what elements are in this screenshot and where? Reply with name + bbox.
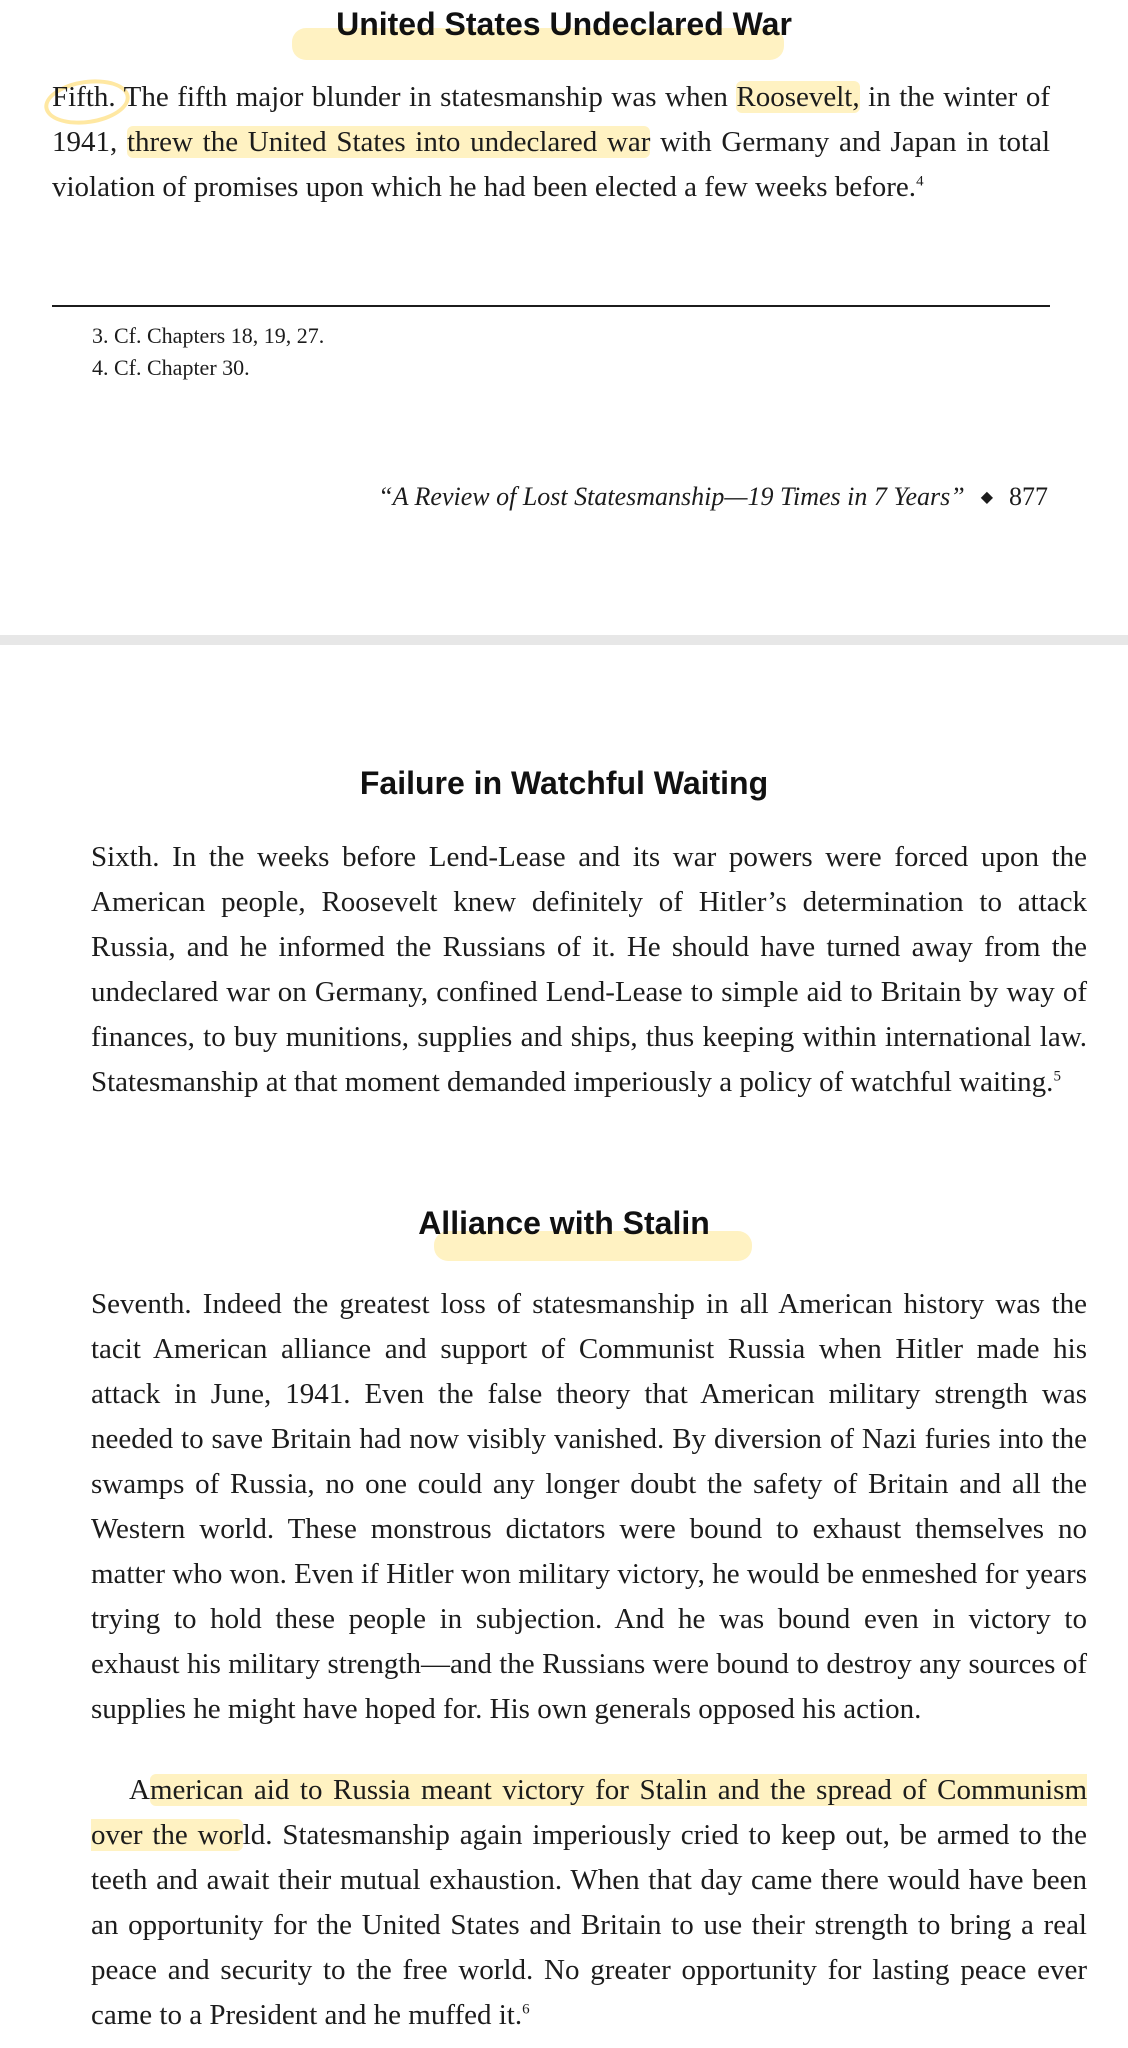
paragraph-sixth: Sixth. In the weeks before Lend-Lease and its war powers were forced upon the American people, Roosevelt knew definitely of Hitler’s determination to attack Russia, and he informed the Russians of it. He should have turned away from the undeclared war on Germany, confined Lend-Lease to simple aid to Britain by way of finances, to buy munitions, supplies and ships, thus keeping within international law. Statesmanship at that moment demanded imperiously a policy of watchful waiting.$^5$ [91, 841, 1087, 1098]
page-878 [0, 645, 1128, 2048]
footnote-4: 4. Cf. Chapter 30. [92, 355, 250, 380]
running-head-title: “A Review of Lost Statesmanship—19 Times in 7 Years” [378, 482, 965, 511]
footnote-rule [52, 305, 1050, 307]
page-number: 877 [1009, 482, 1048, 511]
highlight-roosevelt: Roosevelt, [736, 81, 860, 113]
page-877 [0, 0, 1128, 635]
section-heading: United States Undeclared War [336, 6, 792, 42]
highlight-american-aid: merican aid to Russia meant victory for Stalin and the spread of Communism over the wor [91, 1774, 1087, 1851]
footnote-ref: 4 [916, 173, 924, 190]
page-separator [0, 635, 1128, 645]
paragraph-fifth: Fifth. The fifth major blunder in statesmanship was when Roosevelt, in the winter of 1941, threw the United States into undeclared war with Germany and Japan in total violation of promises upon which he had been elected a few weeks before.$^4$ [52, 81, 1051, 203]
highlight-undeclared-war: threw the United States into undeclared war [126, 126, 651, 158]
footnote-3: 3. Cf. Chapters 18, 19, 27. [92, 323, 325, 348]
running-head [378, 482, 1048, 512]
section-heading-alliance-stalin: Alliance with Stalin [418, 1205, 710, 1241]
diamond-icon: ◆ [980, 489, 993, 506]
footnote-ref: 5 [1053, 1068, 1061, 1085]
paragraph-american-aid: American aid to Russia meant victory for Stalin and the spread of Communism over the world. Statesmanship again imperiously cried to keep out, be armed to the teeth and await their mutual exhaustion. When that day came there would have been an opportunity for the United States and Britain to use their strength to bring a real peace and security to the free world. No greater opportunity for lasting peace ever came to a President and he muffed it.$^6$ [91, 1774, 1087, 2031]
paragraph-seventh: Seventh. Indeed the greatest loss of statesmanship in all American history was the tacit American alliance and support of Communist Russia when Hitler made his attack in June, 1941. Even the false theory that American military strength was needed to save Britain had now visibly vanished. By diversion of Nazi furies into the swamps of Russia, no one could any longer doubt the safety of Britain and all the Western world. These monstrous dictators were bound to exhaust themselves no matter who won. Even if Hitler won military victory, he would be enmeshed for years trying to hold these people in subjection. And he was bound even in victory to exhaust his military strength—and the Russians were bound to destroy any sources of supplies he might have hoped for. His own generals opposed his action. [91, 1288, 1087, 1725]
footnote-ref: 6 [522, 2001, 530, 2018]
para-lead: Fifth. [52, 81, 116, 113]
section-heading-watchful-waiting: Failure in Watchful Waiting [359, 765, 769, 801]
